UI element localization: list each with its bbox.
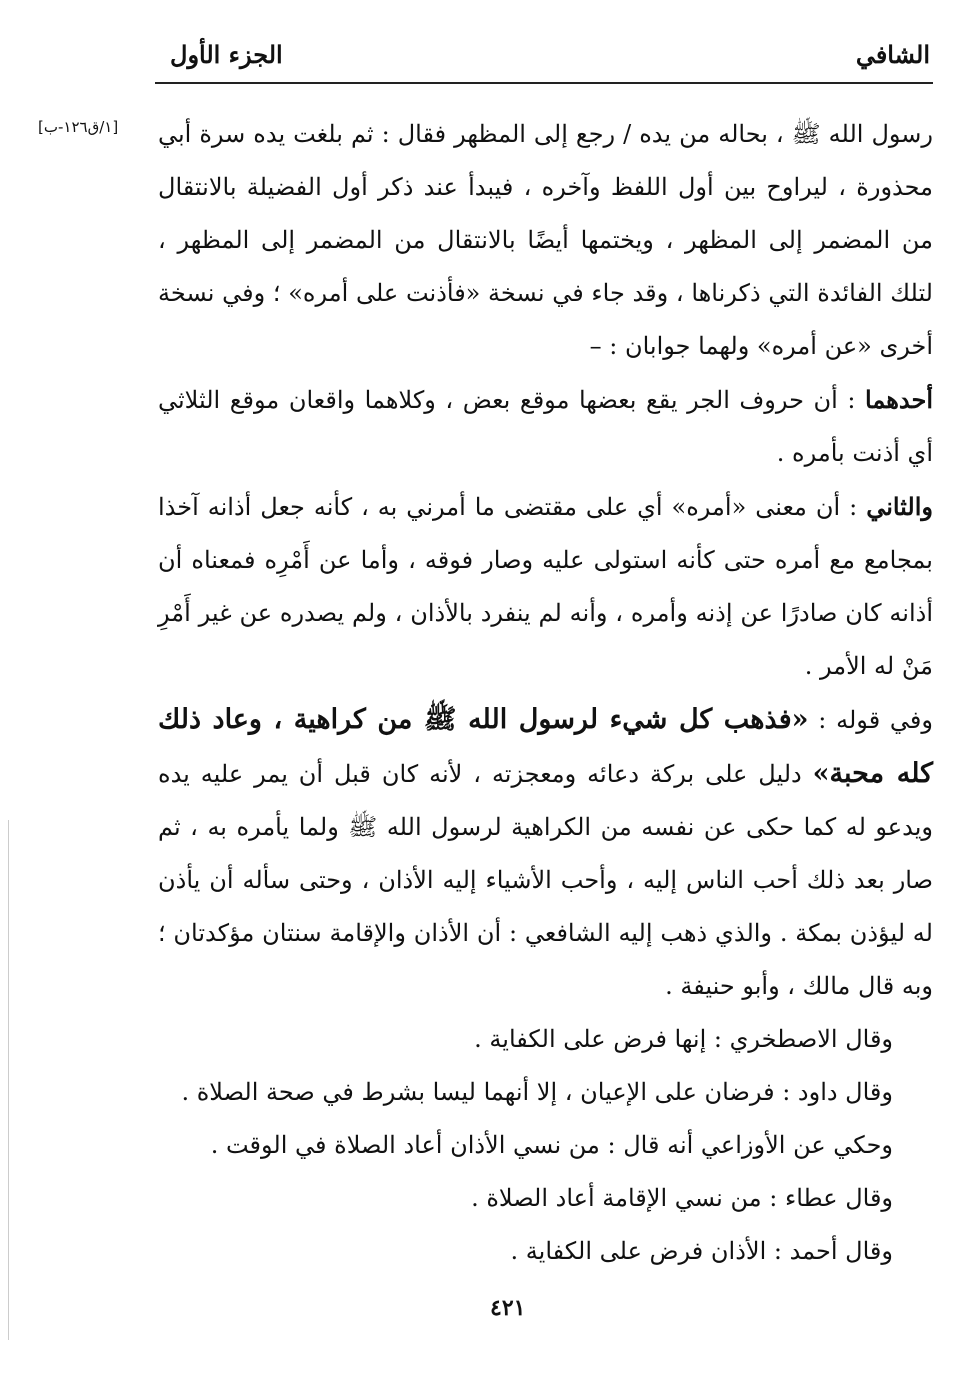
paragraph-4 xyxy=(158,693,933,1013)
paragraph-6-text: وقال داود : فرضان على الإعيان ، إلا أنهما ليسا بشرط في صحة الصلاة . xyxy=(181,1078,893,1106)
paragraph-6 xyxy=(158,1066,933,1119)
running-header-volume: الجزء الأول xyxy=(170,40,283,69)
paragraph-2 xyxy=(158,373,933,480)
manuscript-folio-reference: [١/ق١٢٦-ب] xyxy=(38,118,119,136)
paragraph-2-lead: أحدهما xyxy=(865,385,933,414)
paragraph-4-text: دليل على بركة دعائه ومعجزته ، لأنه كان قبل أن يمر عليه يده ويدعو له كما حكى عن نفسه من الكراهية لرسول الله ﷺ ولما يأمره به ، ثم صار بعد ذلك أحب الناس إليه ، وأحب الأشياء إليه الأذان ، وحتى سأله أن يأذن له ليؤذن بمكة . والذي ذهب إليه الشافعي : أن الأذان والإقامة سنتان مؤكدتان ؛ وبه قال مالك ، وأبو حنيفة . xyxy=(158,760,933,1000)
header-divider xyxy=(155,82,933,84)
paragraph-9 xyxy=(158,1225,933,1278)
paragraph-8 xyxy=(158,1172,933,1225)
paragraph-5 xyxy=(158,1013,933,1066)
scan-edge-line xyxy=(8,820,9,1340)
paragraph-7-text: وحكي عن الأوزاعي أنه قال : من نسي الأذان أعاد الصلاة في الوقت . xyxy=(210,1131,893,1159)
paragraph-5-text: وقال الاصطخري : إنها فرض على الكفاية . xyxy=(474,1025,893,1053)
running-header-title: الشافي xyxy=(855,40,930,69)
paragraph-8-text: وقال عطاء : من نسي الإقامة أعاد الصلاة . xyxy=(471,1184,893,1212)
paragraph-3 xyxy=(158,480,933,693)
paragraph-9-text: وقال أحمد : الأذان فرض على الكفاية . xyxy=(510,1237,893,1265)
main-text xyxy=(158,108,933,1278)
paragraph-4-prefix: وفي قوله : xyxy=(808,706,933,734)
paragraph-2-text: : أن حروف الجر يقع بعضها موقع بعض ، وكلاهما واقعان موقع الثلاثي أي أذنت بأمره . xyxy=(158,386,933,467)
paragraph-7 xyxy=(158,1119,933,1172)
paragraph-3-text: : أن معنى «أمره» أي على مقتضى ما أمرني به ، كأنه جعل أذانه آخذا بمجامع مع أمره حتى كأنه استولى عليه وصار فوقه ، وأما عن أَمْرِه فمعناه أن أذانه كان صادرًا عن إذنه وأمره ، وأنه لم ينفرد بالأذان ، ولم يصدره عن غير أَمْرِ مَنْ له الأمر . xyxy=(158,493,933,680)
paragraph-1 xyxy=(158,108,933,373)
page-number: ٤٢١ xyxy=(490,1295,526,1321)
paragraph-1-text: رسول الله ﷺ ، بحاله من يده / رجع إلى المظهر فقال : ثم بلغت يده سرة أبي محذورة ، ليراوح بين أول اللفظ وآخره ، فيبدأ عند ذكر أول الفضيلة بالانتقال من المضمر إلى المظهر ، ويختمها أيضًا بالانتقال من المضمر إلى المظهر ، لتلك الفائدة التي ذكرناها ، وقد جاء في نسخة «فأذنت على أمره» ؛ وفي نسخة أخرى «عن أمره» ولهما جوابان : – xyxy=(158,120,933,360)
paragraph-3-lead: والثاني xyxy=(866,492,933,521)
hadith-quote: «فذهب كل شيء لرسول الله ﷺ من كراهية ، وعاد ذلك كله محبة» xyxy=(158,704,933,789)
